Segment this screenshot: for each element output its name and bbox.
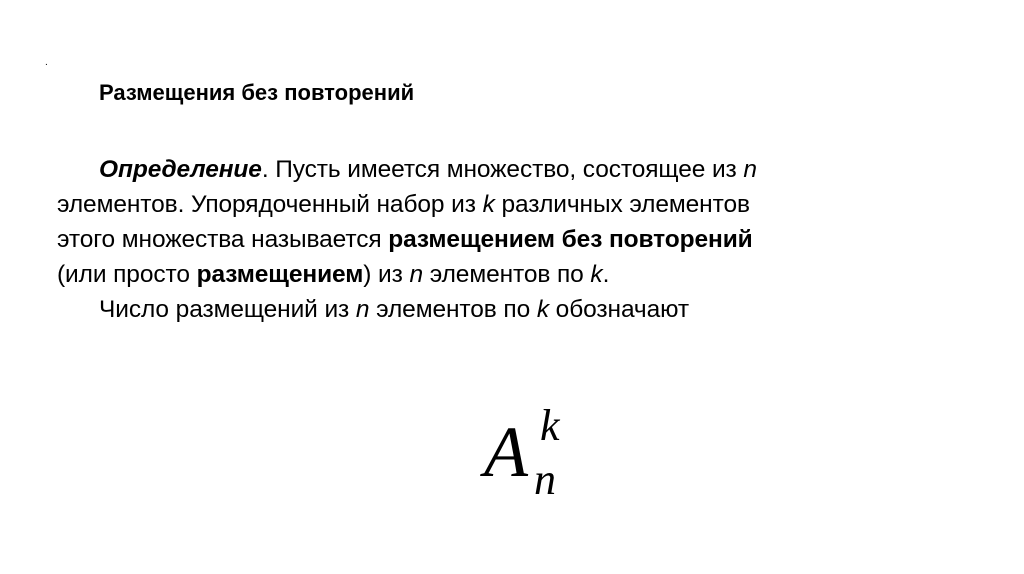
notation-text-1: Число размещений из bbox=[99, 296, 356, 323]
definition-text-8: . bbox=[602, 261, 610, 288]
definition-term: Определение bbox=[99, 156, 262, 183]
variable-k: k bbox=[482, 191, 495, 218]
notation-line bbox=[57, 292, 937, 327]
arrangement-formula bbox=[484, 401, 584, 514]
definition-line-1 bbox=[57, 152, 937, 187]
slide-marker: . bbox=[45, 57, 48, 68]
definition-text-3: различных элементов bbox=[494, 191, 750, 218]
definition-text-6: ) из bbox=[363, 261, 410, 288]
formula-subscript: n bbox=[534, 455, 556, 504]
variable-n: n bbox=[743, 156, 757, 183]
definition-text-2: элементов. Упорядоченный набор из bbox=[57, 191, 483, 218]
variable-n: n bbox=[409, 261, 424, 288]
definition-line-4 bbox=[57, 257, 937, 292]
variable-k: k bbox=[590, 261, 603, 288]
definition-text-4: этого множества называется bbox=[57, 226, 389, 253]
definition-line-3 bbox=[57, 222, 937, 257]
variable-k: k bbox=[536, 296, 549, 323]
formula-base: A bbox=[484, 412, 528, 492]
definition-text-5: (или просто bbox=[57, 261, 197, 288]
term-arrangement-without-repetition: размещением без повторений bbox=[388, 226, 753, 253]
definition-text-1: . Пусть имеется множество, состоящее из bbox=[261, 156, 744, 183]
definition-line-2 bbox=[57, 187, 937, 222]
term-arrangement: размещением bbox=[196, 261, 364, 288]
formula-superscript: k bbox=[540, 401, 560, 450]
definition-text-7: элементов по bbox=[423, 261, 591, 288]
notation-text-3: обозначают bbox=[548, 296, 689, 323]
notation-text-2: элементов по bbox=[369, 296, 537, 323]
definition-block bbox=[57, 152, 937, 327]
variable-n: n bbox=[355, 296, 370, 323]
section-title: Размещения без повторений bbox=[99, 80, 415, 105]
